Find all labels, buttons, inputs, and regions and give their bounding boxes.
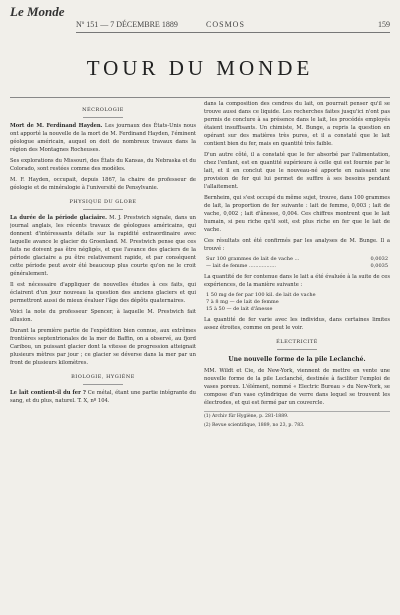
obituary-paragraph xyxy=(10,122,196,154)
milk-paragraph-4: Ces résultats ont été confirmés par les analyses de M. Bunge. Il a trouvé : xyxy=(204,238,390,252)
table-row xyxy=(204,292,390,299)
table-cell-label: — lait de femme ................. xyxy=(206,263,276,269)
section-title: TOUR DU MONDE xyxy=(86,56,314,80)
glacier-paragraph xyxy=(10,214,196,278)
rubric-necrologie: NÉCROLOGIE xyxy=(82,107,124,113)
table-cell-label: Sur 100 grammes de lait de vache ... xyxy=(206,256,300,262)
obituary-title: Mort de M. Ferdinand Hayden. xyxy=(10,123,103,129)
table-row xyxy=(204,306,390,313)
milk-paragraph-5: La quantité de fer contenue dans le lait a été évaluée à la suite de ces expériences, de la manière suivante : xyxy=(204,274,390,288)
section-divider xyxy=(10,97,390,98)
table-cell-value: 0,0035 xyxy=(370,263,388,269)
issue-number: Nº 151 — 7 DÉCEMBRE 1889 xyxy=(76,20,178,29)
table-cell-label: 7 à 8 mg — de lait de femme xyxy=(206,299,279,305)
pile-title: Une nouvelle forme de la pile Leclanché. xyxy=(228,356,366,363)
table-cell-value: 0,0032 xyxy=(370,256,388,262)
milk-paragraph-3: Bernheim, qui s'est occupé du même sujet, trouve, dans 100 grammes de lait, la proportion de fer suivante : lait de femme, 0,003 ; lait de vache, 0,002 ; lait d'ânesse, 0,004. Ces chiffres montrent que le lait humain, si peu riche qu'il soit, est plus riche en fer que le lait de vache. xyxy=(204,195,390,233)
milk-text: Ce métal, étant une partie intégrante du sang, et du plus, naturel. T. X, nº 104. xyxy=(10,390,196,404)
obituary-paragraph-2: Ses explorations du Missouri, des États du Kansas, du Nebraska et du Colorado, sont restées comme des modèles. xyxy=(10,158,196,172)
glacier-paragraph-3: Voici la note du professeur Spencer, à laquelle M. Prestwich fait allusion. xyxy=(10,309,196,323)
glacier-text: M. J. Prestwich signale, dans un journal anglais, les récents travaux de géologues américains, qui donnent d'intéressants détails sur la rapidité extraordinaire avec laquelle avance le glacier du Groenland. M. Prestwich pense que ces faits ne doivent pas être négligés, et que l'avance des glaciers de la période glaciaire a pu être relativement rapide, et par conséquent cette période peut avoir été beaucoup plus courte qu'on ne le croit généralement. xyxy=(10,215,196,277)
milk-paragraph-6: La quantité de fer varie avec les individus, dans certaines limites assez étroites, comme on peut le voir. xyxy=(204,317,390,331)
glacier-paragraph-4: Durant la première partie de l'expédition bien connue, aux extrêmes frontières septentrionales de la mer de Baffin, on a observé, au fjord Caribou, un puissant glacier dont la vitesse de progression atteignait plusieurs mètres par jour ; ce glacier se déverse dans la mer par un front de plusieurs kilomètres. xyxy=(10,328,196,366)
article-columns xyxy=(10,100,390,615)
table-row xyxy=(204,299,390,306)
milk-paragraph-2: D'un autre côté, il a constaté que le fer absorbé par l'alimentation, chez l'enfant, est en quantité supérieure à celle qui est fournie par le lait, et il en conclut que le nouveau-né apporte en naissant une provision de fer qui lui permet de suffire à ses besoins pendant l'allaitement. xyxy=(204,152,390,190)
table-row xyxy=(204,263,390,270)
obituary-text: Les journaux des États-Unis nous ont apporté la nouvelle de la mort de M. Ferdinand Hayden, l'éminent géologue américain, auquel on doit de nombreux travaux dans la région des Montagnes Rocheuses. xyxy=(10,123,196,153)
rubric-divider xyxy=(277,349,317,350)
right-column xyxy=(204,100,390,615)
obituary-paragraph-3: M. F. Hayden, occupait, depuis 1867, la chaire de professeur de géologie et de minéralogie à l'université de Pensylvanie. xyxy=(10,177,196,191)
iron-content-table-1 xyxy=(204,256,390,270)
journal-title: COSMOS xyxy=(206,20,245,29)
footnote-1: (1) Archiv für Hygiène, p. 281-1889. xyxy=(204,414,289,419)
rubric-biologie-hygiene: BIOLOGIE, HYGIÈNE xyxy=(71,374,135,380)
rubric-divider xyxy=(83,117,123,118)
rubric-electricite: ÉLECTRICITÉ xyxy=(276,339,318,345)
glacier-title: La durée de la période glaciaire. xyxy=(10,215,107,221)
pile-paragraph: MM. Wildt et Cie, de New-York, viennent de mettre en vente une nouvelle forme de la pile Leclanché, destinée à faciliter l'emploi de vases poreux. L'élément, nommé « Electric Bureau » du New-York, se compose d'un vase cylindrique de verre dans lequel se trouvent les électrodes, et qui est fermé par un couvercle. xyxy=(204,368,390,406)
milk-continued-paragraph: dans la composition des cendres du lait, on pourrait penser qu'il se trouve aussi dans ce liquide. Les recherches faites jusqu'ici n'ont pas permis de conclure à sa présence dans le lait, les procédés employés étaient insuffisants. Un chimiste, M. Bunge, a repris la question en opérant sur des matières très pures, et il a constaté que le lait contient bien du fer, mais en quantité très faible. xyxy=(204,101,390,147)
rubric-divider xyxy=(83,384,123,385)
running-header xyxy=(76,20,390,33)
table-cell-label: 15 à 50 — de lait d'ânesse xyxy=(206,306,273,312)
footnote-2: (2) Revue scientifique, 1889, no 23, p. 783. xyxy=(204,423,305,428)
rubric-physique-du-globe: PHYSIQUE DU GLOBE xyxy=(69,199,137,205)
masthead xyxy=(10,4,390,34)
table-cell-label: 1 50 mg de fer par 100 kil. de lait de vache xyxy=(206,292,316,298)
milk-paragraph xyxy=(10,389,196,405)
footnotes xyxy=(204,411,390,429)
left-column xyxy=(10,100,196,615)
milk-title: Le lait contient-il du fer ? xyxy=(10,390,86,396)
page-number: 159 xyxy=(378,20,390,29)
table-row xyxy=(204,256,390,263)
rubric-divider xyxy=(83,209,123,210)
iron-content-table-2 xyxy=(204,292,390,313)
glacier-paragraph-2: Il est nécessaire d'appliquer de nouvelles études à ces faits, qui éclairent d'un jour nouveau la question des anciens glaciers et qui permettront aussi de mieux évaluer l'âge des dépôts quaternaires. xyxy=(10,282,196,304)
publication-logo: Le Monde xyxy=(10,4,65,19)
